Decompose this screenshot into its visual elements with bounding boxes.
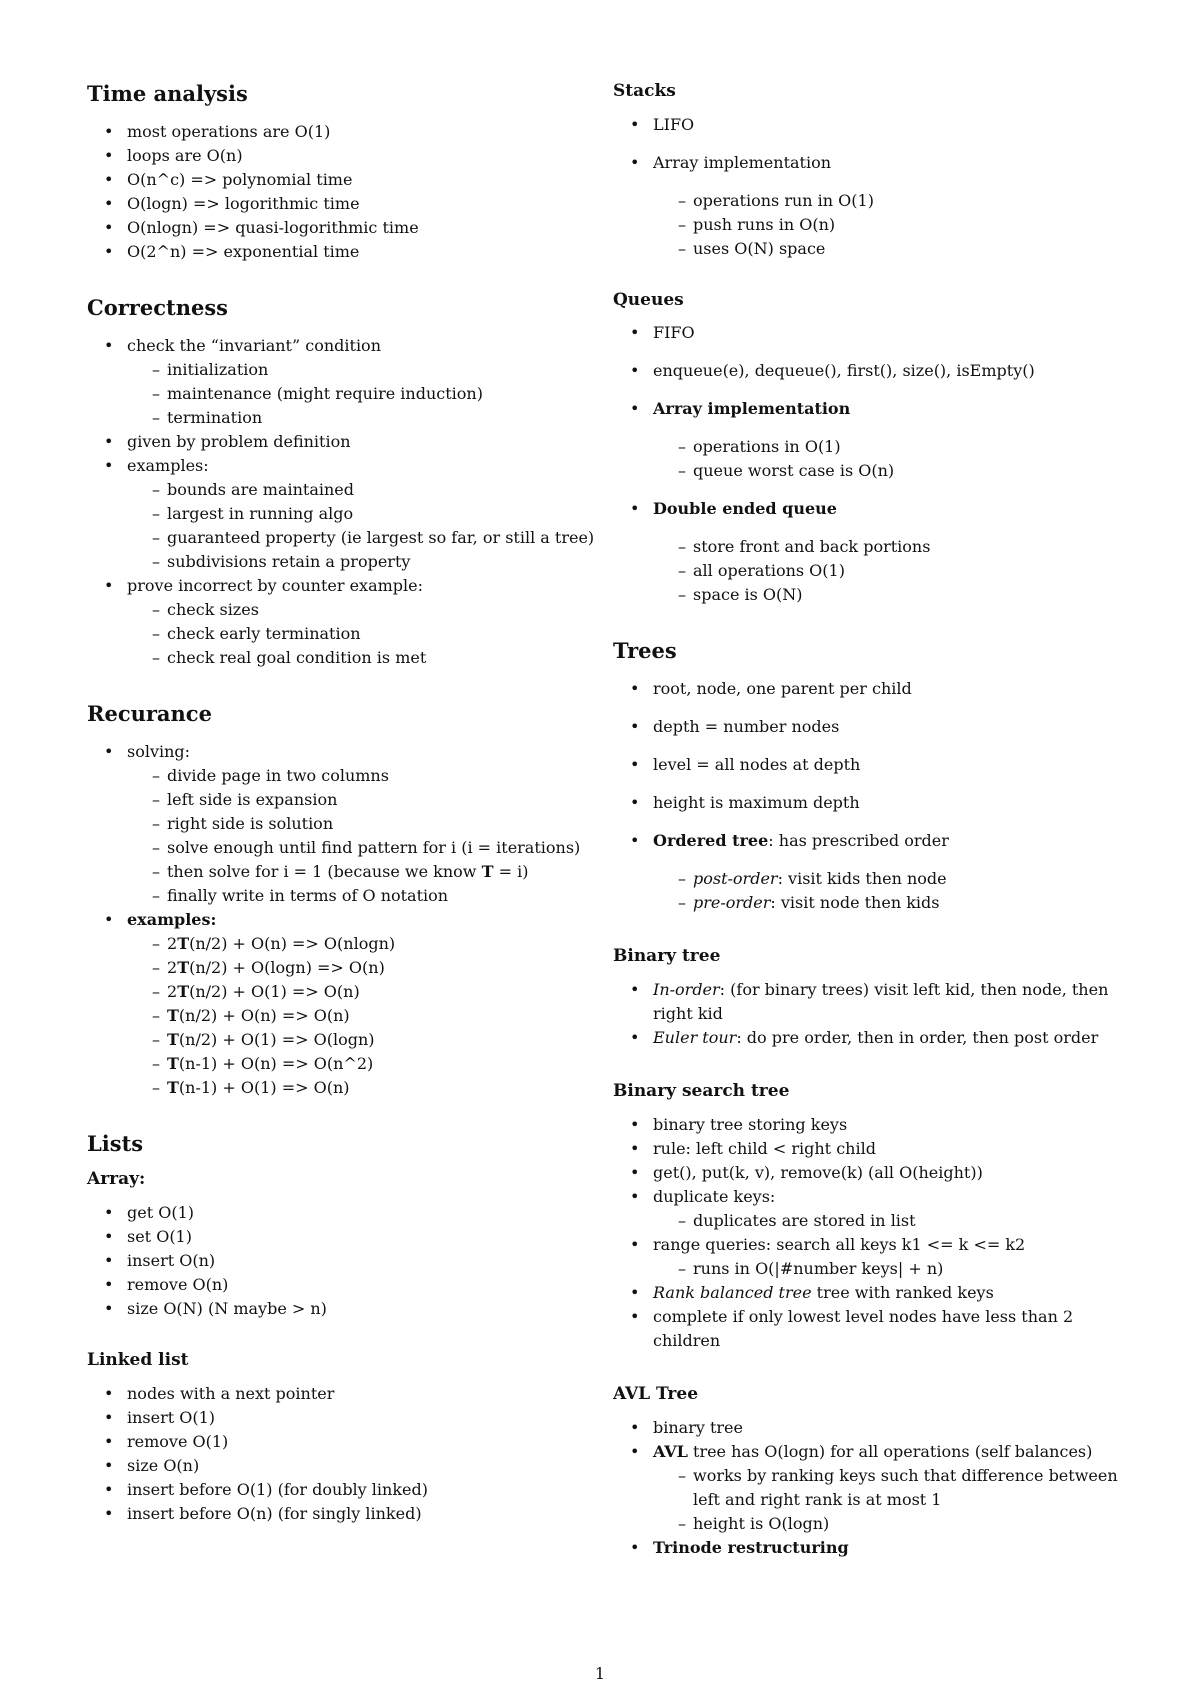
text: (n/2) + O(1) => O(n) [189,982,360,1002]
list-item: • insert before O(1) (for doubly linked) [87,1478,597,1502]
lists-section [87,1132,597,1525]
text: = i) [493,862,529,882]
text-bold: T [167,1054,179,1074]
list-item [87,574,597,670]
sub-item [653,891,1125,915]
list-item: • loops are O(n) [87,144,597,168]
trees-section [613,639,1125,915]
item-text: solving: [127,742,191,762]
text-bold: Ordered tree [653,831,769,851]
right-column [613,82,1125,1560]
text-bold: T [177,934,190,954]
sub-item [127,1004,597,1028]
text-bold: T [167,1078,179,1098]
sub-list [127,358,597,430]
sub-list [653,535,1125,607]
list-item [613,151,1125,261]
sub-item: – operations run in O(1) [653,189,1125,213]
sub-list [653,189,1125,261]
bst-list [613,1113,1125,1353]
list-item [613,1440,1125,1536]
list-item [87,454,597,574]
left-column [87,82,597,1526]
text-bold: T [167,1030,179,1050]
text: : do pre order, then in order, then post order [736,1028,1099,1048]
list-item [613,1281,1125,1305]
sub-item: – divide page in two columns [127,764,597,788]
list-item [613,978,1125,1026]
text: tree with ranked keys [811,1282,994,1302]
sub-list [653,435,1125,483]
list-item: • given by problem definition [87,430,597,454]
item-text: Trinode restructuring [653,1537,849,1557]
sub-list [653,1464,1125,1536]
text-bold: T [177,958,190,978]
linked-list-list [87,1382,597,1526]
list-item [613,1026,1125,1050]
sub-item: – works by ranking keys such that difference between left and right rank is at most 1 [653,1464,1125,1512]
sub-list [653,1209,1125,1233]
text: (n/2) + O(n) => O(n) [178,1006,350,1026]
time-analysis-heading: Time analysis [87,81,248,106]
sub-item: – finally write in terms of O notation [127,884,597,908]
list-item: • set O(1) [87,1225,597,1249]
linked-list-heading: Linked list [87,1350,189,1371]
list-item: • O(logn) => logorithmic time [87,192,597,216]
list-item: • size O(n) [87,1454,597,1478]
sub-item: – duplicates are stored in list [653,1209,1125,1233]
sub-item [127,1028,597,1052]
bst-section [613,1082,1125,1353]
sub-item: – check real goal condition is met [127,646,597,670]
sub-item: – largest in running algo [127,502,597,526]
sub-item: – subdivisions retain a property [127,550,597,574]
item-text: check the “invariant” condition [127,336,381,356]
list-item [613,1536,1125,1560]
sub-item [653,867,1125,891]
sub-item: – initialization [127,358,597,382]
sub-list [653,1257,1125,1281]
sub-item: – all operations O(1) [653,559,1125,583]
list-item: • most operations are O(1) [87,120,597,144]
text-bold: T [177,982,190,1002]
sub-item: – check sizes [127,598,597,622]
text: (n/2) + O(logn) => O(n) [189,958,385,978]
item-text: examples: [127,910,217,930]
text: (n-1) + O(n) => O(n^2) [178,1054,374,1074]
sub-item: – operations in O(1) [653,435,1125,459]
text-italic: Rank balanced tree [653,1282,812,1302]
sub-item [127,980,597,1004]
list-item [613,1185,1125,1233]
sub-item [127,1076,597,1100]
bst-heading: Binary search tree [613,1081,790,1102]
text-bold: T [167,1006,179,1026]
list-item: • nodes with a next pointer [87,1382,597,1406]
list-item: • O(2^n) => exponential time [87,240,597,264]
list-item [87,334,597,430]
trees-heading: Trees [613,638,677,664]
list-item: • insert O(1) [87,1406,597,1430]
text: (n/2) + O(n) => O(nlogn) [189,934,396,954]
sub-item: – push runs in O(n) [653,213,1125,237]
stacks-list [613,113,1125,261]
text: 2 [167,958,178,978]
text: : visit node then kids [770,893,940,913]
list-item: • remove O(1) [87,1430,597,1454]
list-item [613,1233,1125,1281]
sub-item: – left side is expansion [127,788,597,812]
sub-item: – termination [127,406,597,430]
sub-list [653,867,1125,915]
text: tree has O(logn) for all operations (self balances) [687,1441,1093,1461]
list-item: • O(nlogn) => quasi-logorithmic time [87,216,597,240]
list-item: • LIFO [613,113,1125,137]
list-item: • binary tree [613,1416,1125,1440]
list-item: • enqueue(e), dequeue(), first(), size(), isEmpty() [613,359,1125,383]
item-text: Array implementation [653,152,832,172]
sub-item [127,1052,597,1076]
list-item: • get(), put(k, v), remove(k) (all O(height)) [613,1161,1125,1185]
text-bold: T [481,862,494,882]
list-item [87,908,597,1100]
text: (n-1) + O(1) => O(n) [178,1078,350,1098]
sub-list [127,932,597,1100]
sub-item: – check early termination [127,622,597,646]
trees-list [613,677,1125,915]
text: : (for binary trees) visit left kid, then node, then right kid [653,980,1109,1024]
array-list [87,1201,597,1321]
sub-item: – bounds are maintained [127,478,597,502]
recurance-heading: Recurance [87,701,212,727]
item-text: examples: [127,456,209,476]
list-item [613,497,1125,607]
item-text: prove incorrect by counter example: [127,576,423,596]
text: then solve for i = 1 (because we know [167,862,482,882]
time-analysis-list [87,120,597,264]
item-text: duplicate keys: [653,1186,776,1206]
sub-item: – solve enough until find pattern for i (i = iterations) [127,836,597,860]
list-item: • O(n^c) => polynomial time [87,168,597,192]
list-item: • complete if only lowest level nodes have less than 2 children [613,1305,1125,1353]
list-item: • remove O(n) [87,1273,597,1297]
avl-list [613,1416,1125,1560]
list-item: • rule: left child < right child [613,1137,1125,1161]
list-item [613,397,1125,483]
sub-item [127,956,597,980]
correctness-list [87,334,597,670]
page-number: 1 [594,1664,606,1683]
list-item: • FIFO [613,321,1125,345]
lists-heading: Lists [87,1131,144,1157]
item-text: Array implementation [653,399,851,419]
sub-item [127,932,597,956]
sub-list [127,764,597,908]
avl-heading: AVL Tree [613,1383,699,1404]
text-italic: post-order [693,869,778,889]
stacks-section [613,82,1125,261]
avl-section [613,1385,1125,1560]
sub-item: – space is O(N) [653,583,1125,607]
sub-item: – store front and back portions [653,535,1125,559]
array-heading: Array: [87,1169,146,1190]
sub-list [127,598,597,670]
queues-heading: Queues [613,289,684,310]
sub-item: – right side is solution [127,812,597,836]
list-item: • insert O(n) [87,1249,597,1273]
time-analysis-section [87,82,597,264]
text: (n/2) + O(1) => O(logn) [178,1030,375,1050]
binary-tree-heading: Binary tree [613,946,721,967]
list-item: • level = all nodes at depth [613,753,1125,777]
correctness-heading: Correctness [87,295,228,321]
recurance-section [87,702,597,1100]
sub-item: – queue worst case is O(n) [653,459,1125,483]
text-bold: AVL [653,1441,688,1461]
text: 2 [167,982,178,1002]
text-italic: In-order [653,980,720,1000]
list-item: • depth = number nodes [613,715,1125,739]
list-item [613,829,1125,915]
sub-item: – uses O(N) space [653,237,1125,261]
list-item [87,740,597,908]
list-item: • insert before O(n) (for singly linked) [87,1502,597,1526]
list-item: • get O(1) [87,1201,597,1225]
sub-item: – maintenance (might require induction) [127,382,597,406]
binary-tree-list [613,978,1125,1050]
queues-section [613,291,1125,608]
queues-list [613,321,1125,607]
correctness-section [87,296,597,670]
text-italic: Euler tour [653,1028,737,1048]
recurance-list [87,740,597,1100]
item-text: range queries: search all keys k1 <= k <= k2 [653,1234,1026,1254]
text: : has prescribed order [768,831,949,851]
text: : visit kids then node [777,869,947,889]
sub-item: – guaranteed property (ie largest so far, or still a tree) [127,526,597,550]
sub-item [127,860,597,884]
list-item: • size O(N) (N maybe > n) [87,1297,597,1321]
text-italic: pre-order [693,893,771,913]
list-item: • height is maximum depth [613,791,1125,815]
text: 2 [167,934,178,954]
sub-item: – runs in O(|#number keys| + n) [653,1257,1125,1281]
item-text: Double ended queue [653,499,837,519]
list-item: • binary tree storing keys [613,1113,1125,1137]
list-item: • root, node, one parent per child [613,677,1125,701]
binary-tree-section [613,947,1125,1050]
sub-list [127,478,597,574]
sub-item: – height is O(logn) [653,1512,1125,1536]
stacks-heading: Stacks [613,81,676,101]
